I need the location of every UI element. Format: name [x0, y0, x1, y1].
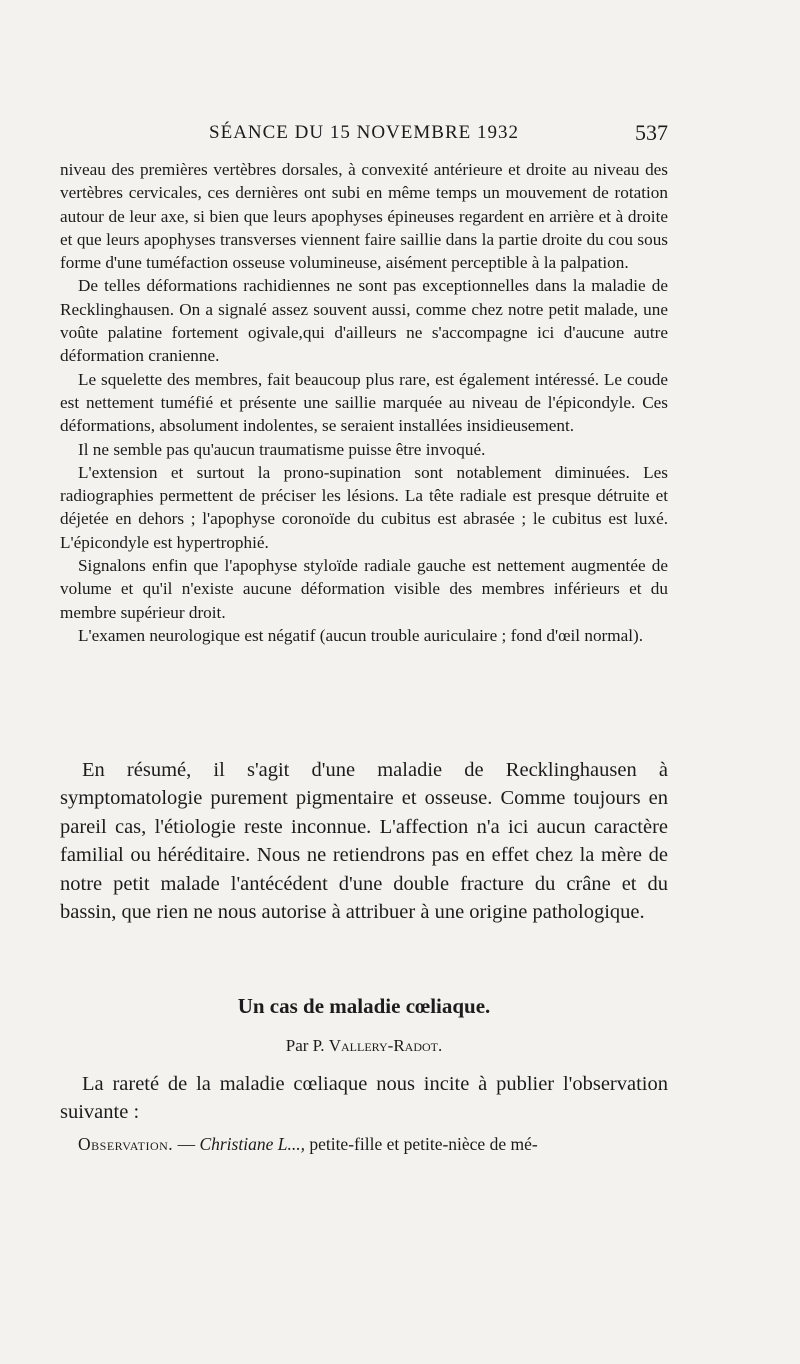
observation-text: petite-fille et petite-nièce de mé-	[304, 1134, 538, 1154]
article-intro	[60, 1070, 668, 1127]
case-description-text	[60, 158, 668, 647]
running-title: SÉANCE DU 15 NOVEMBRE 1932	[209, 122, 519, 143]
observation-dash: —	[173, 1134, 200, 1154]
paragraph: niveau des premières vertèbres dorsales, à convexité antérieure et droite au niveau des vertèbres cervicales, ces dernières ont subi en même temps un mouvement de rotation autour de leur axe, si bien que leurs apophyses épineuses regardent en arrière et à droite et que leurs apophyses transverses viennent faire saillie dans la partie droite du cou sous forme d'une tuméfaction osseuse volumineuse, aisément perceptible à la palpation.	[60, 160, 668, 273]
observation-name: Christiane L...,	[199, 1134, 305, 1154]
paragraph: Signalons enfin que l'apophyse styloïde radiale gauche est nettement augmentée de volume et qu'il n'existe aucune déformation visible des membres inférieurs et du membre supérieur droit.	[60, 556, 668, 622]
summary-text	[60, 756, 668, 926]
byline	[60, 1036, 668, 1056]
intro-paragraph: La rareté de la maladie cœliaque nous incite à publier l'observation suivante :	[60, 1073, 668, 1124]
page-header	[60, 120, 668, 150]
observation-line	[60, 1134, 668, 1155]
paragraph: De telles déformations rachidiennes ne sont pas exceptionnelles dans la maladie de Recklinghausen. On a signalé assez souvent aussi, comme chez notre petit malade, une voûte palatine fortement ogivale,qui d'ailleurs ne s'accompagne ici d'aucune autre déformation cranienne.	[60, 276, 668, 366]
paragraph: L'extension et surtout la prono-supination sont notablement diminuées. Les radiographies permettent de préciser les lésions. La tête radiale est presque détruite et déjetée en dehors ; l'apophyse coronoïde du cubitus est abrasée ; le cubitus est luxé. L'épicondyle est hypertrophié.	[60, 462, 668, 552]
byline-author: Vallery-Radot.	[328, 1036, 443, 1055]
article-title: Un cas de maladie cœliaque.	[237, 994, 491, 1018]
byline-prefix: Par P.	[285, 1036, 325, 1055]
page-number: 537	[635, 120, 668, 145]
paragraph: Le squelette des membres, fait beaucoup plus rare, est également intéressé. Le coude est nettement tuméfié et présente une saillie marquée au niveau de l'épicondyle. Ces déformations, absolument indolentes, se seraient installées insidieusement.	[60, 369, 668, 436]
paragraph: L'examen neurologique est négatif (aucun trouble auriculaire ; fond d'œil normal).	[78, 625, 644, 645]
summary-paragraph: En résumé, il s'agit d'une maladie de Recklinghausen à symptomatologie purement pigmentaire et osseuse. Comme toujours en pareil cas, l'étiologie reste inconnue. L'affection n'a ici aucun caractère familial ou héréditaire. Nous ne retiendrons pas en effet chez la mère de notre petit malade l'antécédent d'une double fracture du crâne et du bassin, que rien ne nous autorise à attribuer à une origine pathologique.	[60, 759, 668, 924]
observation-label: Observation.	[78, 1134, 174, 1154]
paragraph: Il ne semble pas qu'aucun traumatisme puisse être invoqué.	[78, 439, 486, 459]
